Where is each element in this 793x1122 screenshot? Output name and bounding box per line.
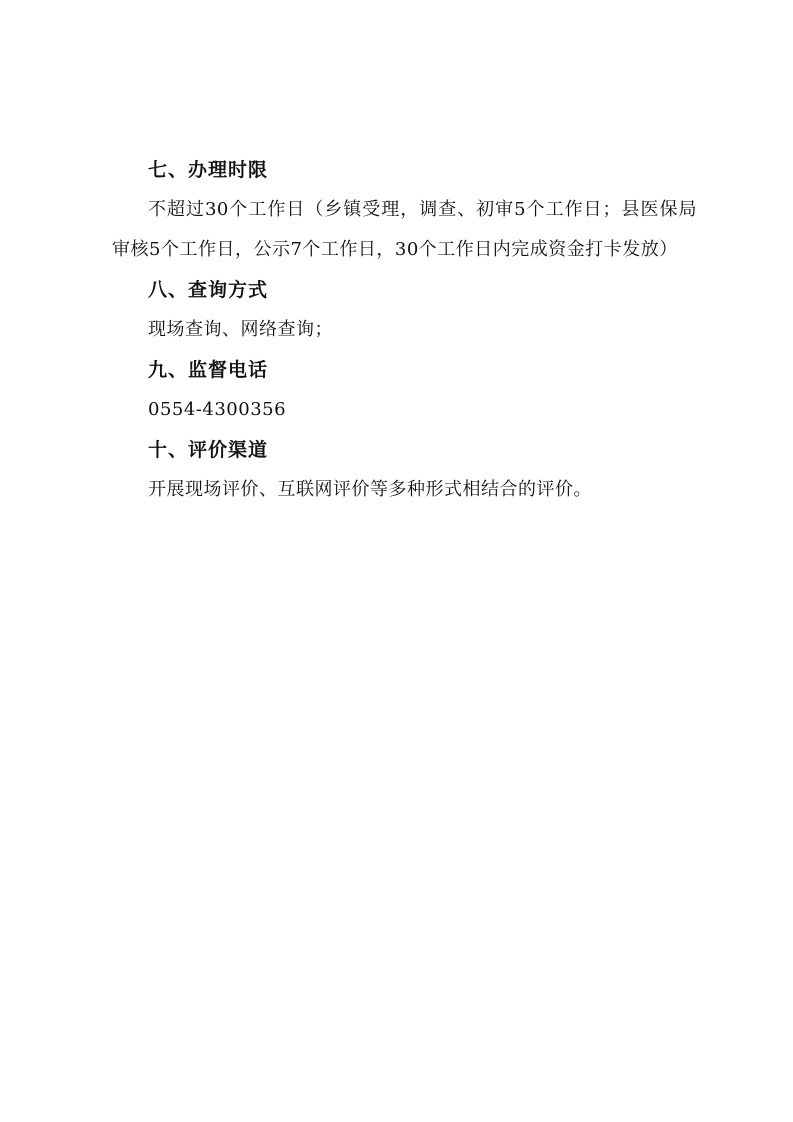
section-body-processing-time: 不超过30个工作日（乡镇受理，调查、初审5个工作日；县医保局审核5个工作日，公示7个工作日，30个工作日内完成资金打卡发放）	[112, 199, 697, 260]
section-body-query-method: 现场查询、网络查询；	[148, 319, 333, 340]
section-heading-supervision-phone: 九、监督电话	[148, 359, 269, 381]
section-heading-evaluation-channel: 十、评价渠道	[148, 439, 269, 461]
section-body-evaluation-channel: 开展现场评价、互联网评价等多种形式相结合的评价。	[148, 479, 592, 500]
section-heading-processing-time: 七、办理时限	[148, 159, 269, 181]
section-body-supervision-phone: 0554-4300356	[148, 399, 287, 420]
section-heading-query-method: 八、查询方式	[148, 279, 269, 301]
document-body	[112, 150, 697, 510]
